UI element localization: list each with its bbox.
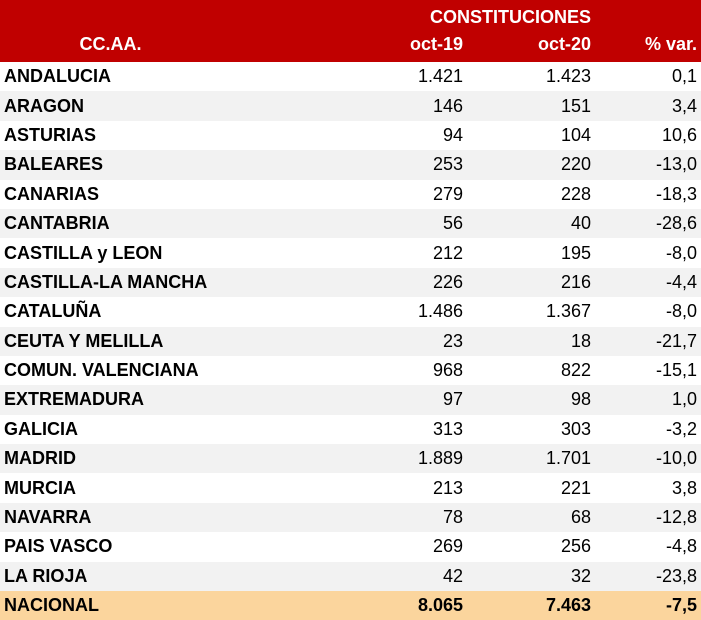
- curr-cell: 98: [467, 385, 595, 414]
- prev-cell: 23: [327, 327, 467, 356]
- var-cell: -8,0: [595, 297, 701, 326]
- curr-cell: 256: [467, 532, 595, 561]
- table-row: [0, 91, 701, 120]
- region-cell: CEUTA Y MELILLA: [0, 327, 327, 356]
- total-curr-cell: 7.463: [467, 591, 595, 620]
- curr-cell: 32: [467, 562, 595, 591]
- prev-cell: 1.889: [327, 444, 467, 473]
- prev-cell: 146: [327, 91, 467, 120]
- prev-cell: 94: [327, 121, 467, 150]
- curr-cell: 195: [467, 238, 595, 267]
- region-cell: GALICIA: [0, 415, 327, 444]
- prev-cell: 42: [327, 562, 467, 591]
- var-cell: 0,1: [595, 62, 701, 91]
- curr-cell: 1.423: [467, 62, 595, 91]
- region-cell: PAIS VASCO: [0, 532, 327, 561]
- curr-cell: 1.701: [467, 444, 595, 473]
- prev-cell: 253: [327, 150, 467, 179]
- prev-cell: 56: [327, 209, 467, 238]
- var-cell: -8,0: [595, 238, 701, 267]
- header-empty-cell: [0, 0, 327, 34]
- prev-cell: 313: [327, 415, 467, 444]
- curr-cell: 151: [467, 91, 595, 120]
- column-header-curr: oct-20: [467, 34, 595, 62]
- prev-cell: 78: [327, 503, 467, 532]
- curr-cell: 104: [467, 121, 595, 150]
- var-cell: -10,0: [595, 444, 701, 473]
- group-header: CONSTITUCIONES: [327, 0, 595, 34]
- total-var-cell: -7,5: [595, 591, 701, 620]
- prev-cell: 1.421: [327, 62, 467, 91]
- var-cell: -4,8: [595, 532, 701, 561]
- region-cell: ANDALUCIA: [0, 62, 327, 91]
- column-header-region: CC.AA.: [0, 34, 327, 62]
- var-cell: 1,0: [595, 385, 701, 414]
- curr-cell: 216: [467, 268, 595, 297]
- table-row: [0, 415, 701, 444]
- curr-cell: 303: [467, 415, 595, 444]
- header-row-group: [0, 0, 701, 34]
- table-row: [0, 62, 701, 91]
- prev-cell: 279: [327, 180, 467, 209]
- table-row: [0, 180, 701, 209]
- var-cell: -21,7: [595, 327, 701, 356]
- region-cell: BALEARES: [0, 150, 327, 179]
- var-cell: -18,3: [595, 180, 701, 209]
- var-cell: 10,6: [595, 121, 701, 150]
- prev-cell: 213: [327, 473, 467, 502]
- prev-cell: 968: [327, 356, 467, 385]
- total-region-cell: NACIONAL: [0, 591, 327, 620]
- table-row: [0, 532, 701, 561]
- var-cell: -12,8: [595, 503, 701, 532]
- curr-cell: 220: [467, 150, 595, 179]
- table-row: [0, 444, 701, 473]
- table-row: [0, 268, 701, 297]
- curr-cell: 68: [467, 503, 595, 532]
- var-cell: -23,8: [595, 562, 701, 591]
- var-cell: -13,0: [595, 150, 701, 179]
- table-row: [0, 238, 701, 267]
- table-row: [0, 503, 701, 532]
- var-cell: -3,2: [595, 415, 701, 444]
- var-cell: -15,1: [595, 356, 701, 385]
- var-cell: 3,4: [595, 91, 701, 120]
- region-cell: CASTILLA y LEON: [0, 238, 327, 267]
- prev-cell: 97: [327, 385, 467, 414]
- curr-cell: 822: [467, 356, 595, 385]
- curr-cell: 228: [467, 180, 595, 209]
- prev-cell: 226: [327, 268, 467, 297]
- region-cell: ASTURIAS: [0, 121, 327, 150]
- column-header-prev: oct-19: [327, 34, 467, 62]
- table-row: [0, 562, 701, 591]
- prev-cell: 269: [327, 532, 467, 561]
- region-cell: COMUN. VALENCIANA: [0, 356, 327, 385]
- region-cell: CASTILLA-LA MANCHA: [0, 268, 327, 297]
- table-row: [0, 473, 701, 502]
- total-prev-cell: 8.065: [327, 591, 467, 620]
- region-cell: CANARIAS: [0, 180, 327, 209]
- var-cell: -4,4: [595, 268, 701, 297]
- table-row: [0, 356, 701, 385]
- curr-cell: 18: [467, 327, 595, 356]
- region-cell: CATALUÑA: [0, 297, 327, 326]
- table-row: [0, 327, 701, 356]
- curr-cell: 221: [467, 473, 595, 502]
- region-cell: MADRID: [0, 444, 327, 473]
- region-cell: LA RIOJA: [0, 562, 327, 591]
- prev-cell: 1.486: [327, 297, 467, 326]
- var-cell: 3,8: [595, 473, 701, 502]
- column-header-var: % var.: [595, 34, 701, 62]
- region-cell: NAVARRA: [0, 503, 327, 532]
- prev-cell: 212: [327, 238, 467, 267]
- table-row: [0, 385, 701, 414]
- header-empty-cell: [595, 0, 701, 34]
- table-row: [0, 209, 701, 238]
- region-cell: ARAGON: [0, 91, 327, 120]
- total-row: [0, 591, 701, 620]
- var-cell: -28,6: [595, 209, 701, 238]
- table-row: [0, 150, 701, 179]
- region-cell: EXTREMADURA: [0, 385, 327, 414]
- region-cell: CANTABRIA: [0, 209, 327, 238]
- table-row: [0, 297, 701, 326]
- region-cell: MURCIA: [0, 473, 327, 502]
- curr-cell: 40: [467, 209, 595, 238]
- table-row: [0, 121, 701, 150]
- curr-cell: 1.367: [467, 297, 595, 326]
- header-row-columns: [0, 34, 701, 62]
